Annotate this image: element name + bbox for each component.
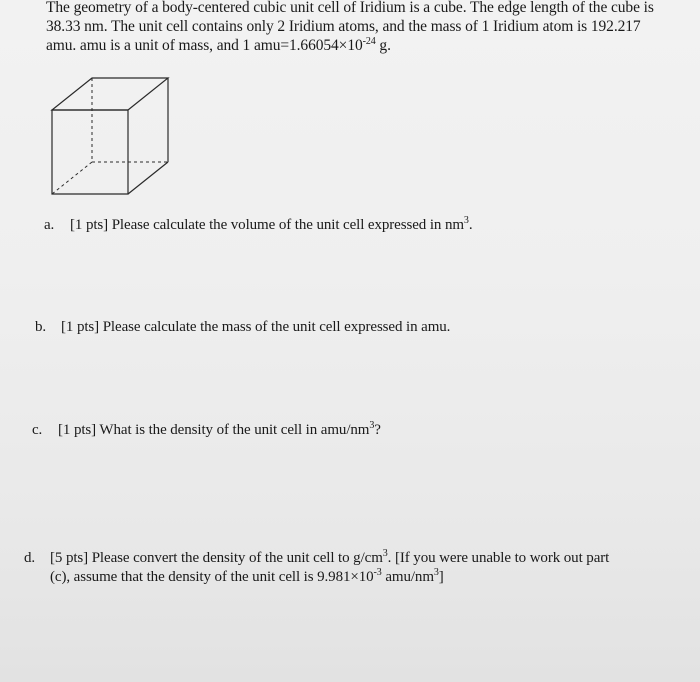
cube-diagram — [48, 74, 172, 198]
cube-hidden-depth-edge — [52, 162, 92, 194]
question-a-letter: a. — [44, 217, 55, 233]
question-c-text: [1 pts] What is the density of the unit cell in amu/nm — [58, 422, 370, 438]
question-d-unit-exponent: 3 — [433, 567, 439, 578]
question-b-text: [1 pts] Please calculate the mass of the unit cell expressed in amu. — [61, 319, 451, 335]
question-d-line-2 — [24, 568, 684, 587]
question-c — [32, 421, 381, 440]
cube-bottom-right-edge — [128, 162, 168, 194]
question-a-text: [1 pts] Please calculate the volume of the unit cell expressed in nm — [70, 217, 464, 233]
intro-line-3-end: g. — [375, 37, 391, 54]
question-a-exponent: 3 — [463, 215, 469, 226]
intro-exponent: -24 — [362, 36, 376, 47]
cube-front-face — [52, 110, 128, 194]
question-d-text-2: . [If you were unable to work out part — [387, 550, 610, 566]
question-d — [24, 549, 684, 587]
question-c-exponent: 3 — [369, 420, 375, 431]
question-d-text-1: [5 pts] Please convert the density of the unit cell to g/cm — [50, 550, 383, 566]
question-d-exponent-1: 3 — [382, 548, 388, 559]
question-d-line-2-text: (c), assume that the density of the unit cell is 9.981×10 — [50, 569, 374, 585]
intro-line-3-text: amu. amu is a unit of mass, and 1 amu=1.66054×10 — [46, 37, 363, 54]
intro-line-1: The geometry of a body-centered cubic unit cell of Iridium is a cube. The edge length of the cube is — [46, 0, 654, 16]
question-c-letter: c. — [32, 422, 43, 438]
question-b — [35, 318, 450, 337]
question-a-end: . — [468, 217, 473, 233]
question-d-unit: amu/nm — [381, 569, 434, 585]
question-b-letter: b. — [35, 319, 47, 335]
intro-line-2: 38.33 nm. The unit cell contains only 2 Iridium atoms, and the mass of 1 Iridium atom is 192.217 — [46, 18, 641, 35]
question-d-end: ] — [438, 569, 444, 585]
cube-top-face — [52, 78, 168, 110]
problem-intro — [46, 0, 676, 55]
question-a — [44, 216, 472, 235]
question-d-exponent-2: -3 — [373, 567, 382, 578]
question-d-letter: d. — [24, 550, 36, 566]
intro-line-3 — [46, 36, 676, 55]
question-c-end: ? — [374, 422, 381, 438]
